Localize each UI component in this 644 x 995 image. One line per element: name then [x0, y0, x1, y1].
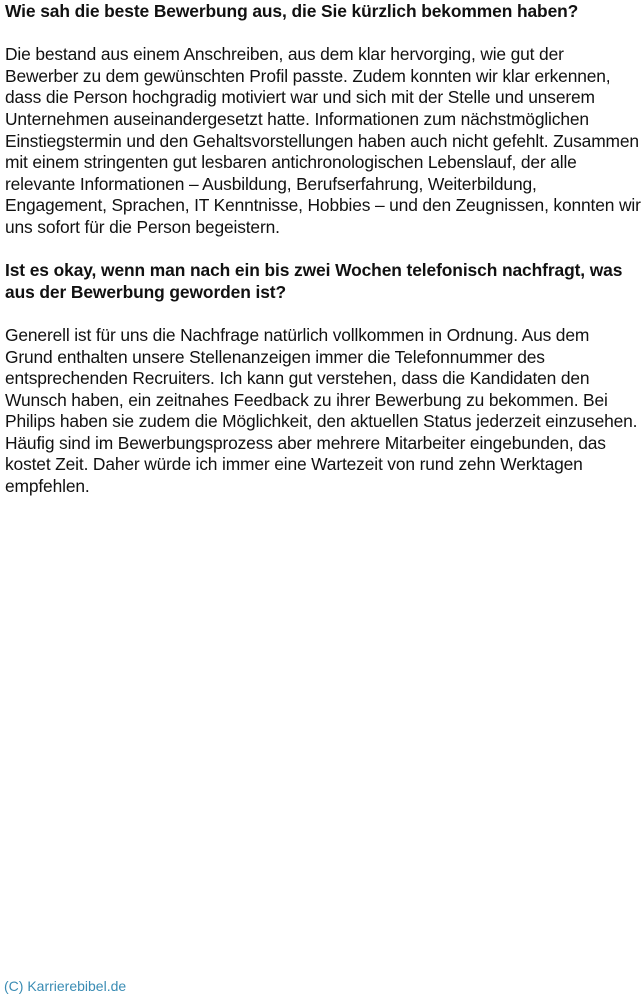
- spacer: [5, 303, 641, 325]
- question-heading-1: Wie sah die beste Bewerbung aus, die Sie kürzlich bekommen haben?: [5, 1, 579, 21]
- interview-article: [5, 0, 641, 498]
- answer-paragraph-1: Die bestand aus einem Anschreiben, aus dem klar hervorging, wie gut der Bewerber zu dem gewünschten Profil passte. Zudem konnten wir klar erkennen, dass die Person hochgradig motiviert war und sich mit der Stelle und unserem Unternehmen auseinandergesetzt hatte. Informationen zum nächstmöglichen Einstiegstermin und den Gehaltsvorstellungen haben auch nicht gefehlt. Zusammen mit einem stringenten gut lesbaren antichronologischen Lebenslauf, der alle relevante Informationen – Ausbildung, Berufserfahrung, Weiterbildung, Engagement, Sprachen, IT Kenntnisse, Hobbies – und den Zeugnissen, konnten wir uns sofort für die Person begeistern.: [5, 44, 641, 237]
- spacer: [5, 239, 641, 261]
- answer-paragraph-2: Generell ist für uns die Nachfrage natürlich vollkommen in Ordnung. Aus dem Grund enthalten unsere Stellenanzeigen immer die Telefonnummer des entsprechenden Recruiters. Ich kann gut verstehen, dass die Kandidaten den Wunsch haben, ein zeitnahes Feedback zu ihrer Bewerbung zu bekommen. Bei Philips haben sie zudem die Möglichkeit, den aktuellen Status jederzeit einzusehen. Häufig sind im Bewerbungsprozess aber mehrere Mitarbeiter eingebunden, das kostet Zeit. Daher würde ich immer eine Wartezeit von rund zehn Werktagen empfehlen.: [5, 324, 638, 497]
- question-heading-2: Ist es okay, wenn man nach ein bis zwei Wochen telefonisch nachfragt, was aus der Bewerbung geworden ist?: [5, 260, 623, 302]
- spacer: [5, 23, 641, 45]
- copyright-footer: (C) Karrierebibel.de: [4, 978, 127, 994]
